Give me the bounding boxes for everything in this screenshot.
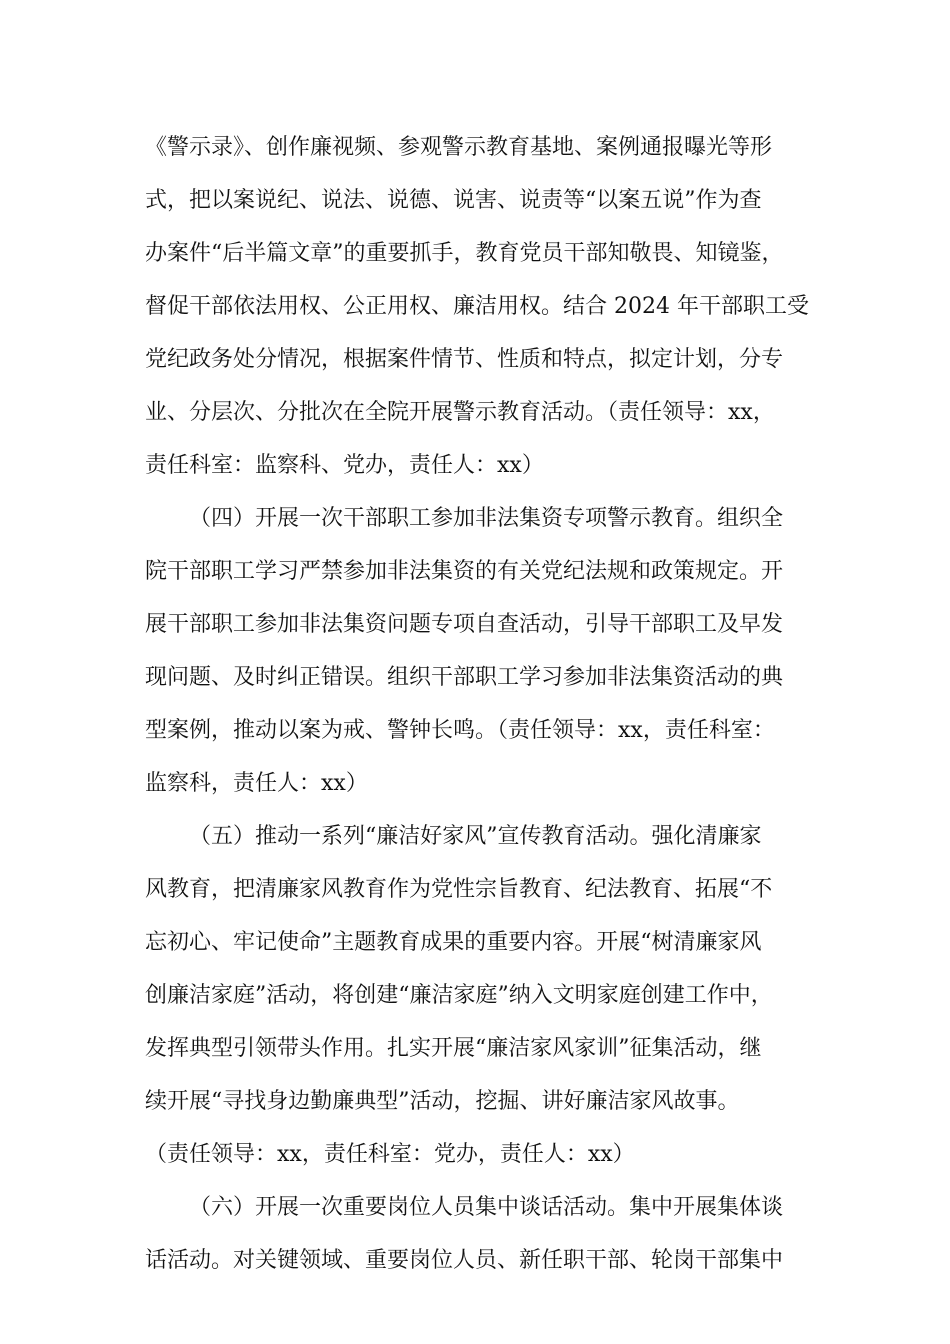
paragraph-line: 督促干部依法用权、公正用权、廉洁用权。结合 2024 年干部职工受: [145, 294, 809, 319]
paragraph-line: 发挥典型引领带头作用。扎实开展“廉洁家风家训”征集活动，继: [145, 1036, 762, 1061]
paragraph-line: （责任领导：xx，责任科室：党办，责任人：xx）: [145, 1142, 635, 1167]
section-heading-4: （四）开展一次干部职工参加非法集资专项警示教育。组织全: [189, 506, 784, 531]
paragraph-line: 监察科，责任人：xx）: [145, 771, 368, 796]
paragraph-line: 《警示录》、创作廉视频、参观警示教育基地、案例通报曝光等形: [145, 135, 773, 160]
paragraph-line: 续开展“寻找身边勤廉典型”活动，挖掘、讲好廉洁家风故事。: [145, 1089, 740, 1114]
paragraph-line: 话活动。对关键领域、重要岗位人员、新任职干部、轮岗干部集中: [145, 1248, 784, 1273]
paragraph-line: 忘初心、牢记使命”主题教育成果的重要内容。开展“树清廉家风: [145, 930, 762, 955]
paragraph-line: 业、分层次、分批次在全院开展警示教育活动。（责任领导：xx，: [145, 400, 775, 425]
paragraph-line: 式，把以案说纪、说法、说德、说害、说责等“以案五说”作为查: [145, 188, 762, 213]
section-heading-5: （五）推动一系列“廉洁好家风”宣传教育活动。强化清廉家: [189, 824, 762, 849]
paragraph-line: 型案例，推动以案为戒、警钟长鸣。（责任领导：xx，责任科室：: [145, 718, 775, 743]
section-heading-6: （六）开展一次重要岗位人员集中谈话活动。集中开展集体谈: [189, 1195, 784, 1220]
paragraph-line: 责任科室：监察科、党办，责任人：xx）: [145, 453, 544, 478]
paragraph-line: 党纪政务处分情况，根据案件情节、性质和特点，拟定计划，分专: [145, 347, 784, 372]
paragraph-line: 现问题、及时纠正错误。组织干部职工学习参加非法集资活动的典: [145, 665, 784, 690]
paragraph-line: 创廉洁家庭”活动，将创建“廉洁家庭”纳入文明家庭创建工作中，: [145, 983, 773, 1008]
paragraph-line: 风教育，把清廉家风教育作为党性宗旨教育、纪法教育、拓展“不: [145, 877, 773, 902]
paragraph-line: 展干部职工参加非法集资问题专项自查活动，引导干部职工及早发: [145, 612, 784, 637]
paragraph-line: 院干部职工学习严禁参加非法集资的有关党纪法规和政策规定。开: [145, 559, 784, 584]
paragraph-line: 办案件“后半篇文章”的重要抓手，教育党员干部知敬畏、知镜鉴，: [145, 241, 784, 266]
